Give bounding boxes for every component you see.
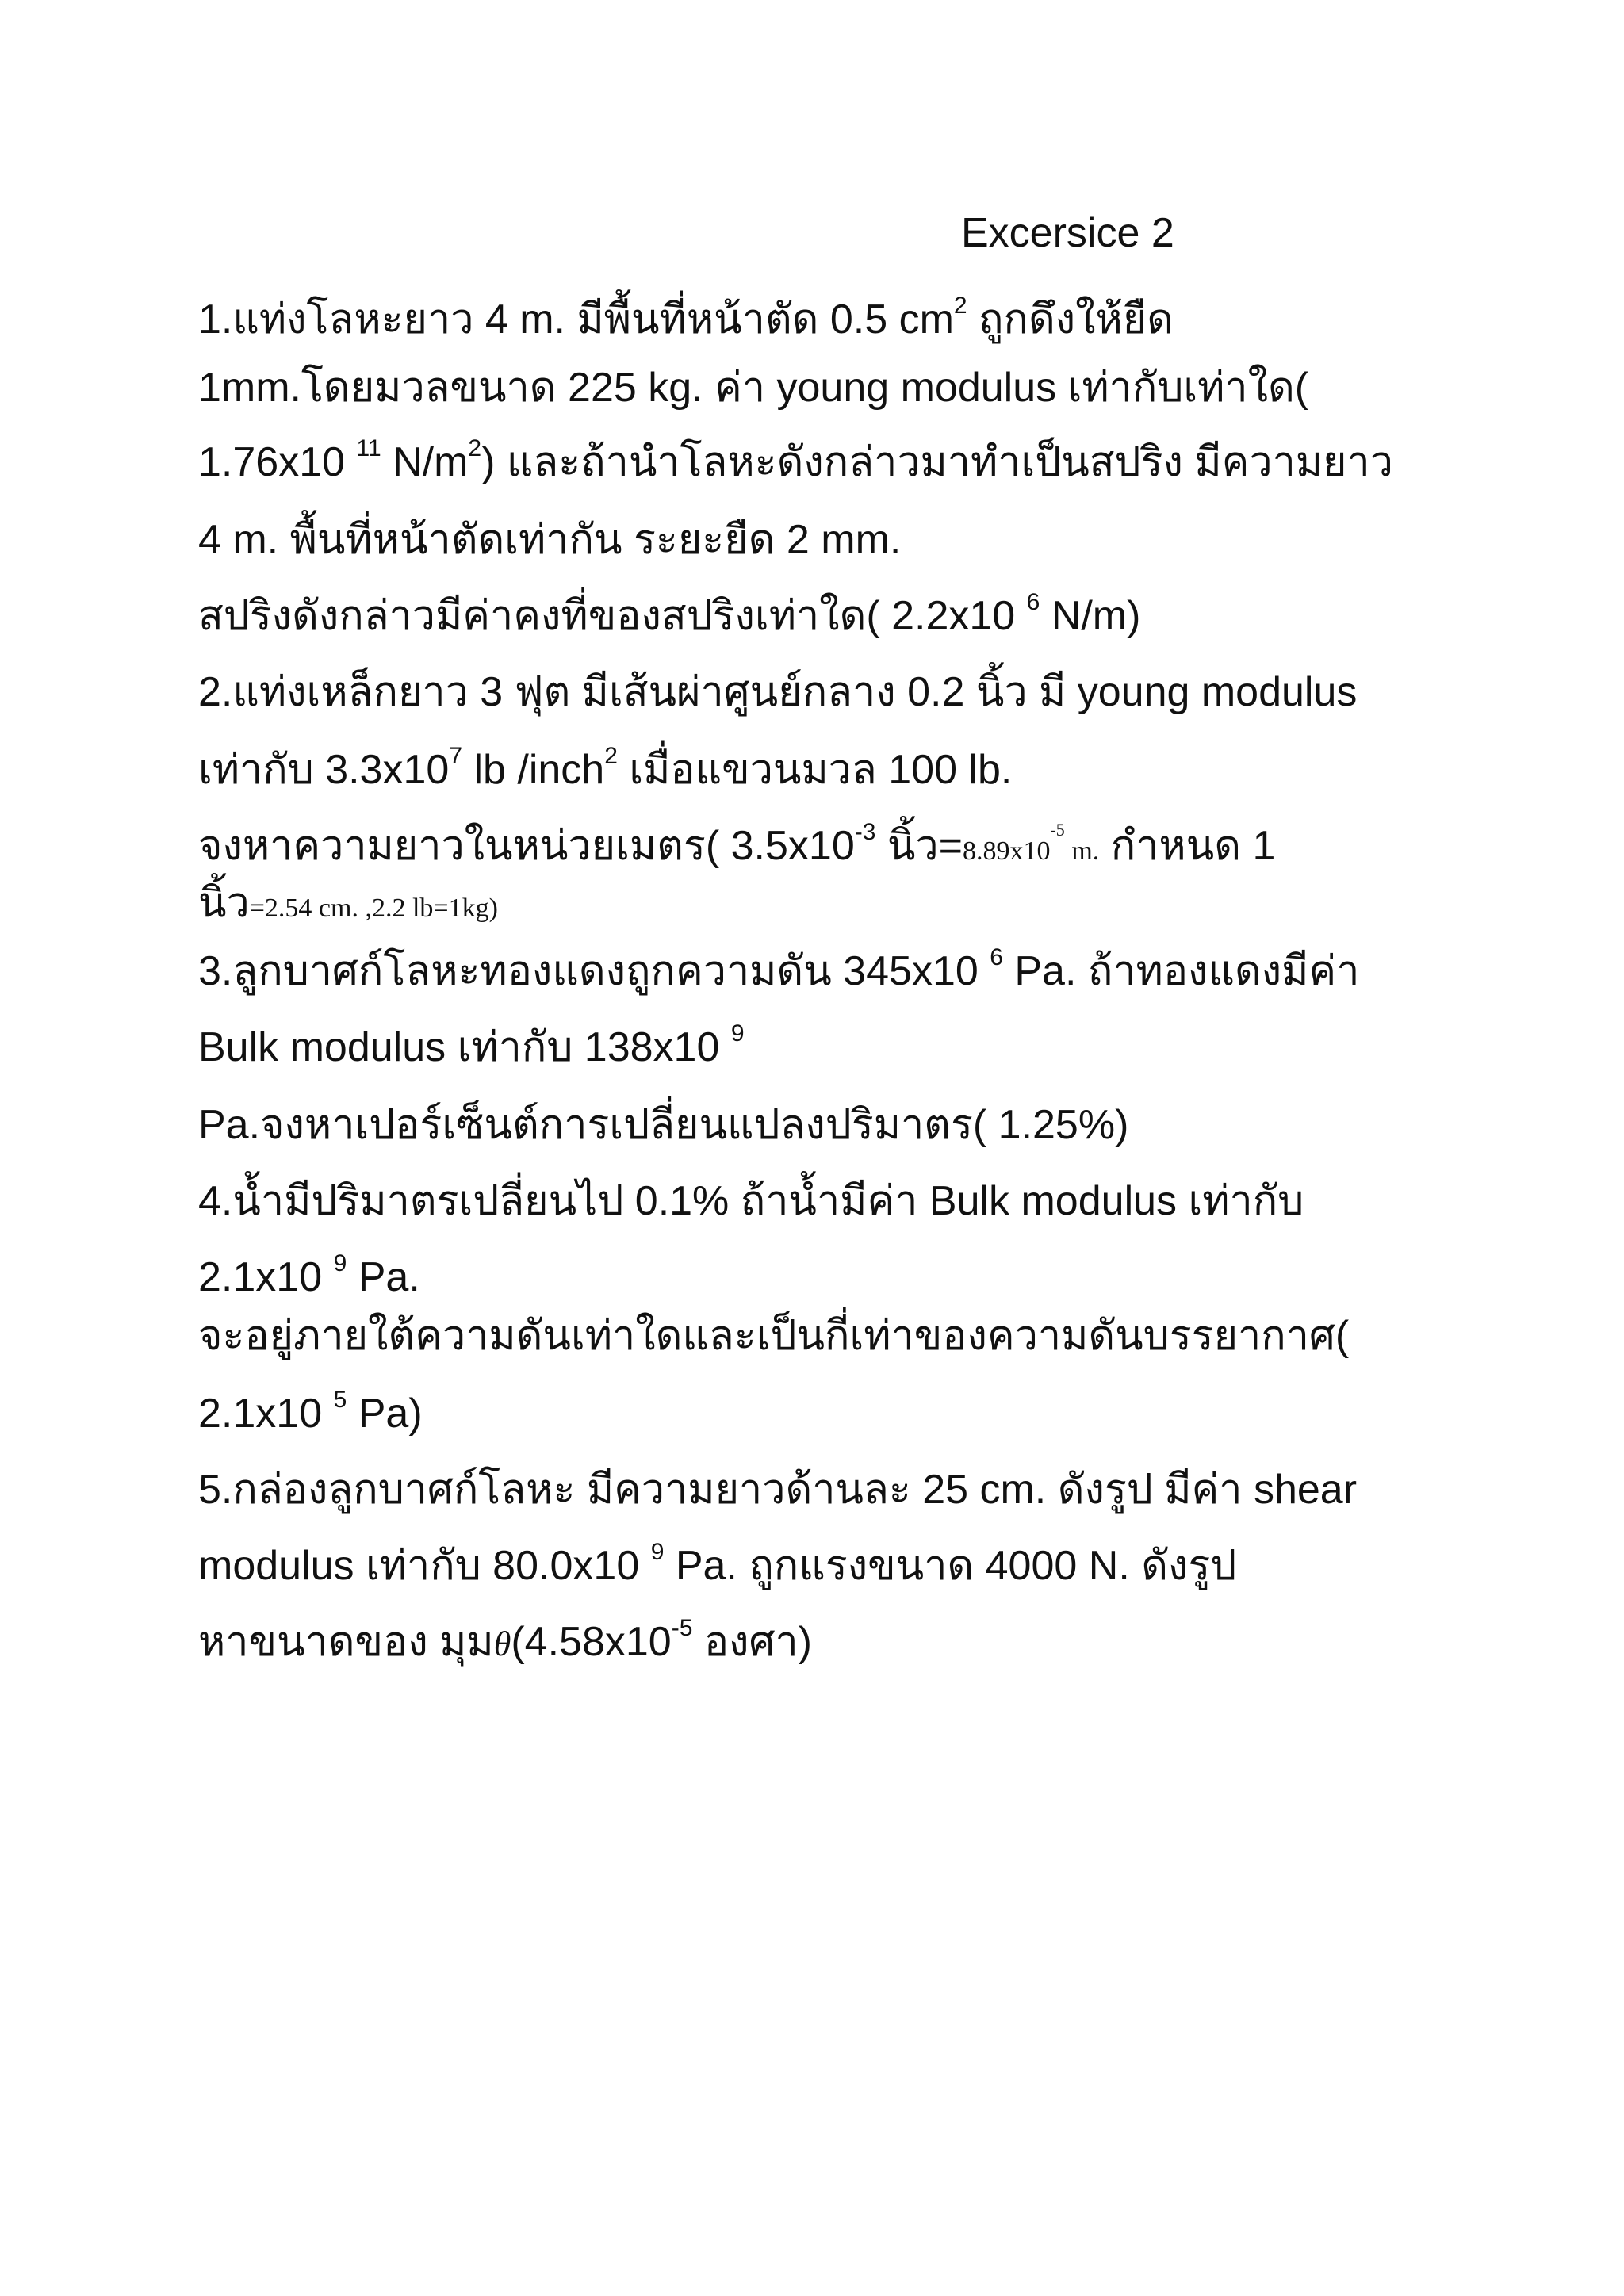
problem-2-line-3 xyxy=(198,821,1275,871)
text-segment: (4.58x10 xyxy=(511,1619,672,1665)
serif-small-text: =2.54 cm. ,2.2 lb=1kg) xyxy=(249,894,498,923)
serif-small-text xyxy=(962,820,1100,866)
superscript: 6 xyxy=(1026,589,1040,615)
text-segment: 4 m. พื้นที่หน้าตัดเท่ากัน ระยะยืด 2 mm. xyxy=(198,517,902,563)
text-segment: 5.กล่องลูกบาศก์โลหะ มีความยาวด้านละ 25 cm. ดังรูป มีค่า shear xyxy=(198,1467,1358,1513)
text-segment: Pa. xyxy=(347,1254,420,1300)
problem-3-line-2 xyxy=(198,1020,745,1072)
text-segment: N/m xyxy=(381,439,469,485)
problem-4-line-4 xyxy=(198,1389,423,1438)
text-segment: 1.แท่งโลหะยาว 4 m. มีพื้นที่หน้าตัด 0.5 cm xyxy=(198,297,954,342)
text-segment: Pa.จงหาเปอร์เซ็นต์การเปลี่ยนแปลงปริมาตร( 1.25%) xyxy=(198,1102,1129,1148)
superscript: 11 xyxy=(356,435,381,461)
problem-1-line-4 xyxy=(198,515,901,564)
text-segment: ถูกดึงให้ยืด xyxy=(967,297,1174,342)
superscript: 2 xyxy=(953,293,967,319)
text-segment: lb /inch xyxy=(462,747,605,793)
problem-3-line-1 xyxy=(198,944,1360,996)
problem-1-line-3 xyxy=(198,435,1393,487)
problem-4-line-3 xyxy=(198,1311,1349,1360)
text-segment: modulus เท่ากับ 80.0x10 xyxy=(198,1543,651,1589)
text-segment: 8.89x10 xyxy=(962,836,1051,866)
problem-4-line-2 xyxy=(198,1250,420,1302)
text-segment: 2.แท่งเหล็กยาว 3 ฟุต มีเส้นผ่าศูนย์กลาง 0.2 นิ้ว มี young modulus xyxy=(198,669,1358,715)
text-segment: Pa. ถ้าทองแดงมีค่า xyxy=(1002,948,1360,994)
text-segment: m. xyxy=(1064,836,1100,866)
superscript: 2 xyxy=(604,743,618,769)
text-segment: จะอยู่ภายใต้ความดันเท่าใดและเป็นกี่เท่าของความดันบรรยากาศ( xyxy=(198,1313,1350,1359)
problem-1-line-5 xyxy=(198,591,1140,641)
text-segment: องศา) xyxy=(692,1619,812,1665)
superscript: -5 xyxy=(671,1615,693,1641)
text-segment: N/m) xyxy=(1040,593,1141,639)
superscript: -3 xyxy=(854,819,876,845)
problem-1-line-1 xyxy=(198,295,1174,344)
problem-2-line-2 xyxy=(198,745,1012,794)
problem-1-line-2 xyxy=(198,363,1308,412)
problem-5-line-1 xyxy=(198,1465,1357,1514)
problem-5-line-2 xyxy=(198,1541,1236,1590)
text-segment: เมื่อแขวนมวล 100 lb. xyxy=(617,747,1013,793)
exercise-title: Excersice 2 xyxy=(961,210,1174,256)
problem-2-line-4 xyxy=(198,878,498,928)
problem-2-line-1 xyxy=(198,668,1357,717)
text-segment: Bulk modulus เท่ากับ 138x10 xyxy=(198,1024,731,1070)
superscript: 6 xyxy=(990,944,1003,970)
text-segment: Pa) xyxy=(347,1391,423,1437)
text-segment: สปริงดังกล่าวมีค่าคงที่ของสปริงเท่าใด( 2.2x10 xyxy=(198,593,1027,639)
text-segment: 4.น้ำมีปริมาตรเปลี่ยนไป 0.1% ถ้าน้ำมีค่า Bulk modulus เท่ากับ xyxy=(198,1178,1304,1224)
text-segment: หาขนาดของ มุม xyxy=(198,1619,494,1665)
superscript: 9 xyxy=(333,1250,347,1276)
text-segment: 2.1x10 xyxy=(198,1391,334,1437)
text-segment: 1mm.โดยมวลขนาด 225 kg. ค่า young modulus เท่ากับเท่าใด( xyxy=(198,365,1309,411)
problem-5-line-3 xyxy=(198,1617,812,1667)
text-segment: กำหนด 1 xyxy=(1099,823,1276,869)
text-segment: ) และถ้านำโลหะดังกล่าวมาทำเป็นสปริง มีความยาว xyxy=(481,439,1393,485)
text-segment: Pa. ถูกแรงขนาด 4000 N. ดังรูป xyxy=(664,1543,1237,1589)
text-segment: นิ้ว= xyxy=(875,823,963,869)
text-segment: 1.76x10 xyxy=(198,439,357,485)
superscript: 7 xyxy=(449,743,463,769)
text-segment: จงหาความยาวในหน่วยเมตร( 3.5x10 xyxy=(198,823,855,869)
text-segment: 2.1x10 xyxy=(198,1254,334,1300)
theta-symbol: θ xyxy=(493,1624,511,1663)
problem-3-line-3 xyxy=(198,1100,1128,1150)
text-segment: นิ้ว xyxy=(198,880,250,926)
problem-4-line-1 xyxy=(198,1177,1304,1226)
superscript: -5 xyxy=(1050,820,1065,840)
superscript: 2 xyxy=(468,435,482,461)
text-segment: เท่ากับ 3.3x10 xyxy=(198,747,450,793)
text-segment: 3.ลูกบาศก์โลหะทองแดงถูกความดัน 345x10 xyxy=(198,948,990,994)
superscript: 9 xyxy=(650,1539,665,1565)
superscript: 5 xyxy=(333,1387,347,1413)
superscript: 9 xyxy=(730,1020,745,1047)
